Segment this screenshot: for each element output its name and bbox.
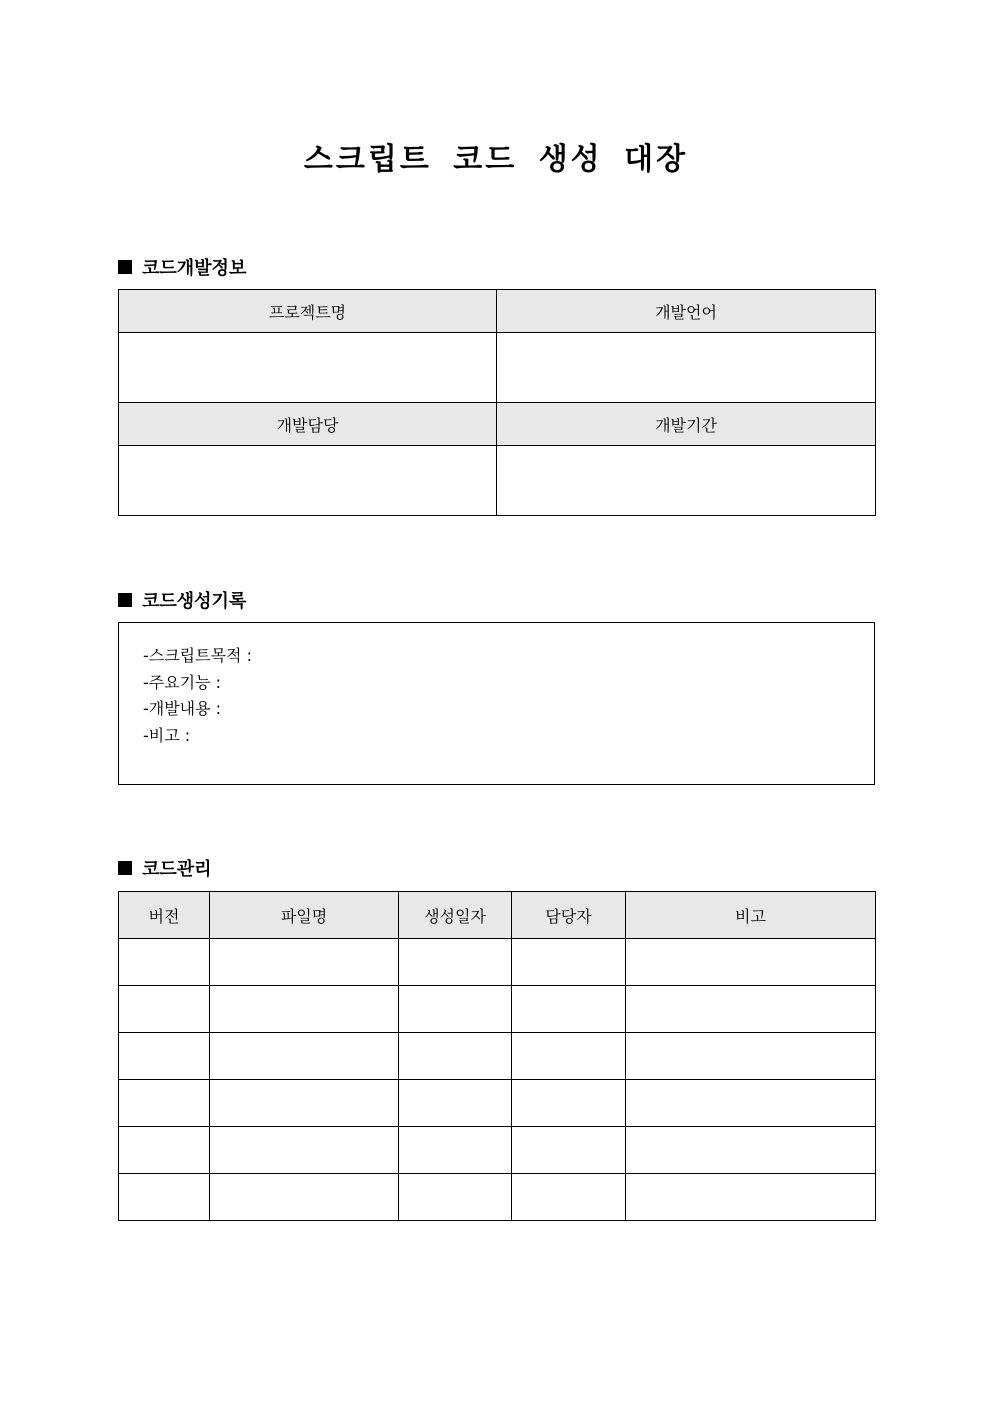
table-row bbox=[119, 986, 876, 1033]
table-cell[interactable] bbox=[399, 1127, 512, 1174]
record-line-notes: -비고 : bbox=[143, 725, 191, 745]
header-developer: 개발담당 bbox=[119, 403, 497, 446]
table-row bbox=[119, 1174, 876, 1221]
table-cell[interactable] bbox=[210, 1080, 399, 1127]
header-dev-language: 개발언어 bbox=[497, 290, 876, 333]
square-bullet-icon bbox=[118, 260, 132, 274]
table-cell[interactable] bbox=[512, 1033, 626, 1080]
project-name-cell[interactable] bbox=[119, 333, 497, 403]
dev-language-cell[interactable] bbox=[497, 333, 876, 403]
record-line-content: -개발내용 : bbox=[143, 699, 222, 718]
table-cell[interactable] bbox=[119, 986, 210, 1033]
table-cell[interactable] bbox=[626, 1174, 876, 1221]
header-filename: 파일명 bbox=[210, 892, 399, 939]
code-management-table bbox=[118, 891, 876, 1221]
record-line-features: -주요기능 : bbox=[143, 672, 222, 692]
header-owner: 담당자 bbox=[512, 892, 626, 939]
dev-info-table bbox=[118, 289, 876, 516]
table-cell[interactable] bbox=[512, 1080, 626, 1127]
record-box[interactable] bbox=[118, 622, 875, 785]
header-notes: 비고 bbox=[626, 892, 876, 939]
table-cell[interactable] bbox=[119, 1127, 210, 1174]
table-row bbox=[119, 939, 876, 986]
dev-period-cell[interactable] bbox=[497, 446, 876, 516]
table-cell[interactable] bbox=[399, 1080, 512, 1127]
table-cell[interactable] bbox=[210, 986, 399, 1033]
table-cell[interactable] bbox=[119, 1174, 210, 1221]
page-title: 스크립트 코드 생성 대장 bbox=[303, 142, 689, 177]
table-cell[interactable] bbox=[210, 1033, 399, 1080]
table-cell[interactable] bbox=[210, 939, 399, 986]
section-heading-info bbox=[118, 254, 246, 280]
table-cell[interactable] bbox=[399, 1033, 512, 1080]
table-cell[interactable] bbox=[399, 939, 512, 986]
table-cell[interactable] bbox=[399, 986, 512, 1033]
header-dev-period: 개발기간 bbox=[497, 403, 876, 446]
table-row bbox=[119, 1080, 876, 1127]
table-row bbox=[119, 1033, 876, 1080]
header-created-date: 생성일자 bbox=[399, 892, 512, 939]
table-cell[interactable] bbox=[119, 1080, 210, 1127]
section-heading-management bbox=[118, 855, 212, 881]
square-bullet-icon bbox=[118, 593, 132, 607]
record-line-purpose: -스크립트목적 : bbox=[143, 646, 252, 665]
section-heading-record bbox=[118, 587, 246, 613]
table-cell[interactable] bbox=[626, 939, 876, 986]
table-cell[interactable] bbox=[399, 1174, 512, 1221]
table-cell[interactable] bbox=[119, 939, 210, 986]
table-cell[interactable] bbox=[626, 1127, 876, 1174]
table-cell[interactable] bbox=[512, 986, 626, 1033]
table-cell[interactable] bbox=[512, 939, 626, 986]
table-row bbox=[119, 1127, 876, 1174]
section-title: 코드생성기록 bbox=[142, 591, 247, 612]
header-project-name: 프로젝트명 bbox=[119, 290, 497, 333]
header-version: 버전 bbox=[119, 892, 210, 939]
section-title: 코드개발정보 bbox=[142, 258, 247, 279]
table-cell[interactable] bbox=[512, 1127, 626, 1174]
table-cell[interactable] bbox=[512, 1174, 626, 1221]
table-cell[interactable] bbox=[210, 1174, 399, 1221]
table-cell[interactable] bbox=[210, 1127, 399, 1174]
record-lines bbox=[143, 643, 252, 749]
table-cell[interactable] bbox=[626, 986, 876, 1033]
table-cell[interactable] bbox=[119, 1033, 210, 1080]
section-title: 코드관리 bbox=[142, 859, 212, 880]
square-bullet-icon bbox=[118, 861, 132, 875]
table-cell[interactable] bbox=[626, 1033, 876, 1080]
table-cell[interactable] bbox=[626, 1080, 876, 1127]
developer-cell[interactable] bbox=[119, 446, 497, 516]
